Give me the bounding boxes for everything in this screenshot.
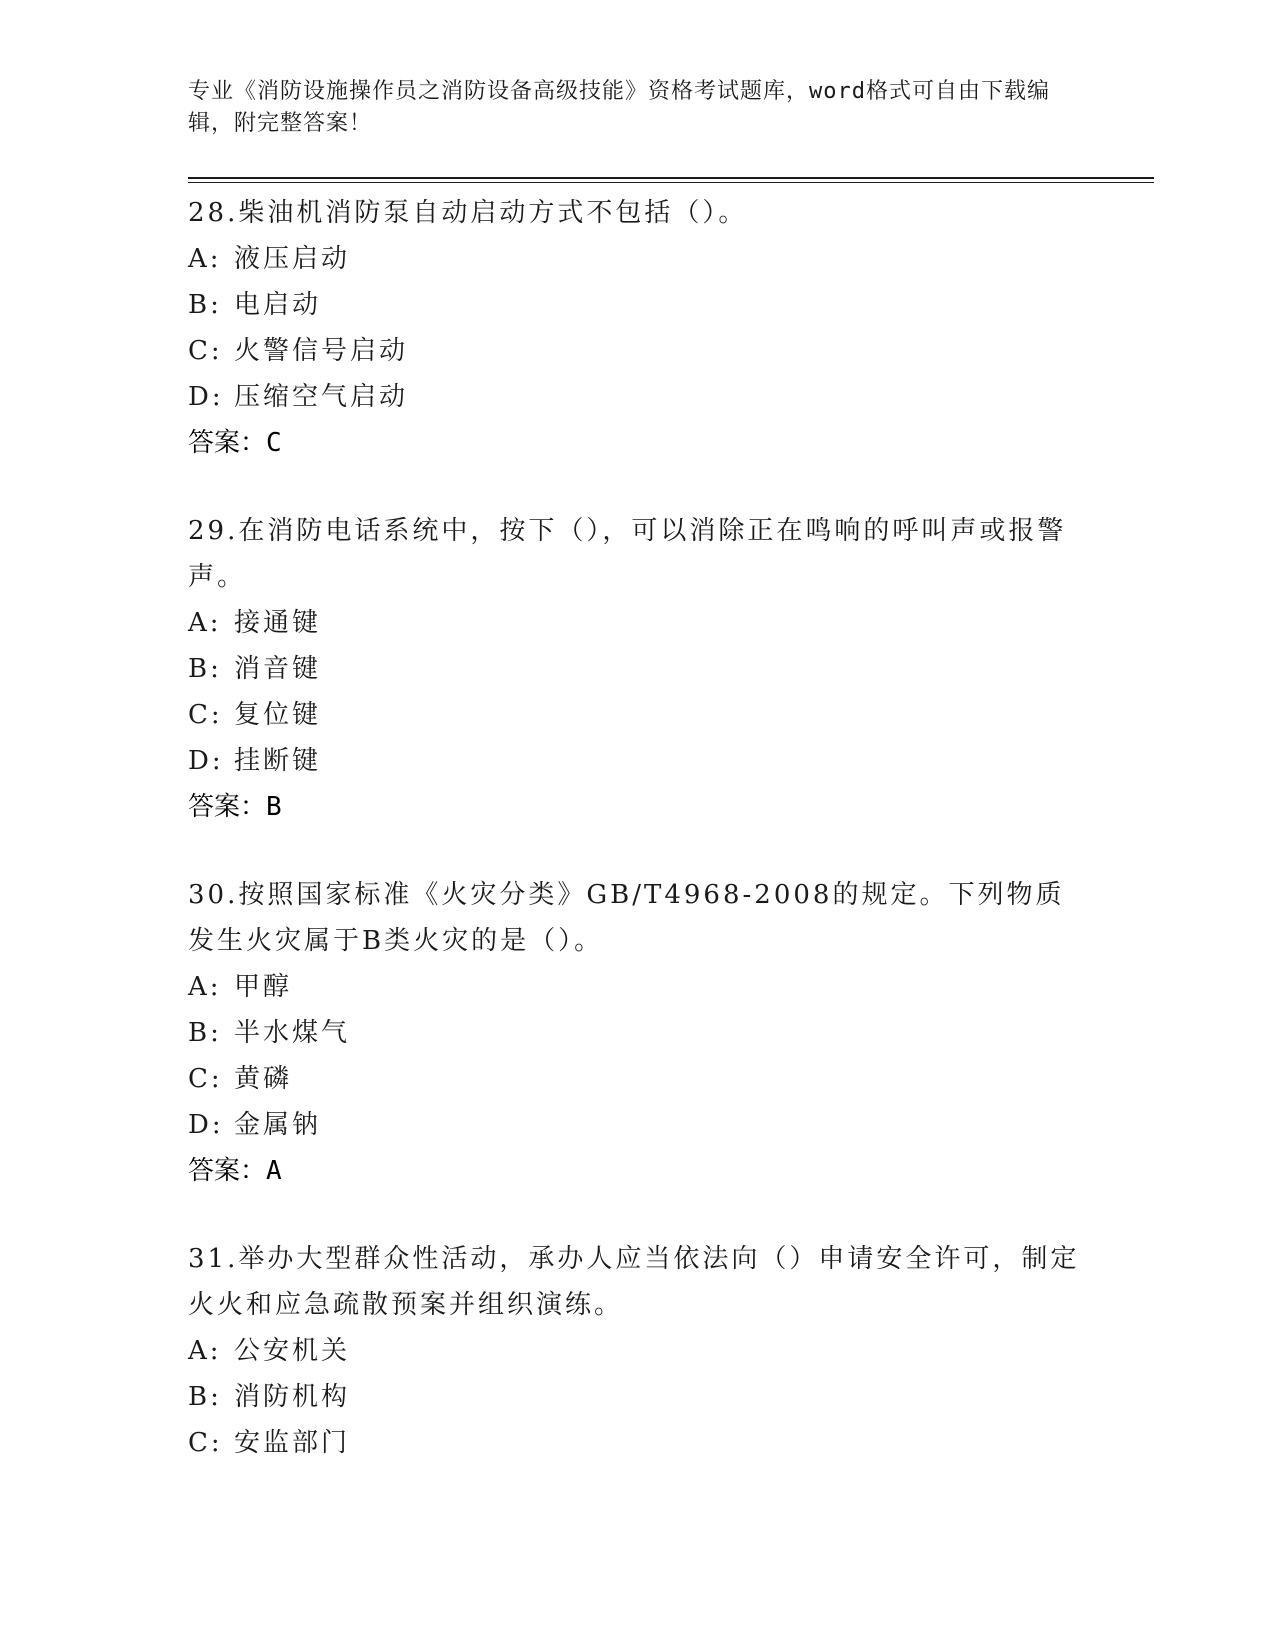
option-letter: B: xyxy=(188,654,222,684)
option-letter: D: xyxy=(188,746,224,776)
option-letter: B: xyxy=(188,1382,222,1412)
answer-line: 答案：B xyxy=(188,792,282,822)
option-text: 甲醇 xyxy=(234,972,293,1002)
header-rule-thin xyxy=(188,182,1154,183)
answer-line: 答案：A xyxy=(188,1156,282,1186)
option-text: 接通键 xyxy=(234,608,322,638)
question-stem: 29.在消防电话系统中，按下（），可以消除正在鸣响的呼叫声或报警声。 xyxy=(188,516,1067,592)
option-a xyxy=(188,1328,1088,1374)
option-letter: D: xyxy=(188,382,224,412)
option-d xyxy=(188,1102,1088,1148)
option-text: 金属钠 xyxy=(234,1110,322,1140)
spacer xyxy=(188,1194,1088,1236)
option-b xyxy=(188,646,1088,692)
option-d xyxy=(188,738,1088,784)
option-letter: C: xyxy=(188,336,223,366)
option-text: 公安机关 xyxy=(234,1336,351,1366)
option-a xyxy=(188,236,1088,282)
question-list xyxy=(188,190,1088,1466)
answer-line: 答案：C xyxy=(188,428,282,458)
option-c xyxy=(188,1056,1088,1102)
spacer xyxy=(188,830,1088,872)
option-c xyxy=(188,1420,1088,1466)
option-letter: A: xyxy=(188,1336,222,1366)
option-text: 消音键 xyxy=(234,654,322,684)
question-stem: 31.举办大型群众性活动，承办人应当依法向（）申请安全许可，制定火火和应急疏散预案并组织演练。 xyxy=(188,1244,1080,1320)
option-text: 电启动 xyxy=(234,290,322,320)
option-letter: C: xyxy=(188,700,223,730)
option-letter: B: xyxy=(188,1018,222,1048)
option-letter: B: xyxy=(188,290,222,320)
question-28 xyxy=(188,190,1088,466)
option-text: 液压启动 xyxy=(234,244,351,274)
option-text: 复位键 xyxy=(234,700,322,730)
option-text: 消防机构 xyxy=(234,1382,351,1412)
option-b xyxy=(188,282,1088,328)
option-a xyxy=(188,600,1088,646)
document-header: 专业《消防设施操作员之消防设备高级技能》资格考试题库，word格式可自由下载编辑，附完整答案！ xyxy=(188,79,1050,136)
option-text: 安监部门 xyxy=(234,1428,351,1458)
header-rule-thick xyxy=(188,177,1154,179)
question-stem: 28.柴油机消防泵自动启动方式不包括（）。 xyxy=(188,198,748,228)
option-text: 挂断键 xyxy=(234,746,322,776)
question-30 xyxy=(188,872,1088,1194)
option-letter: D: xyxy=(188,1110,224,1140)
question-stem: 30.按照国家标准《火灾分类》GB/T4968-2008的规定。下列物质发生火灾属于B类火灾的是（）。 xyxy=(188,880,1065,956)
question-29 xyxy=(188,508,1088,830)
spacer xyxy=(188,466,1088,508)
option-b xyxy=(188,1010,1088,1056)
option-text: 压缩空气启动 xyxy=(234,382,409,412)
option-c xyxy=(188,328,1088,374)
option-a xyxy=(188,964,1088,1010)
question-31 xyxy=(188,1236,1088,1466)
option-text: 黄磷 xyxy=(234,1064,293,1094)
option-letter: A: xyxy=(188,244,222,274)
option-letter: C: xyxy=(188,1428,223,1458)
option-letter: A: xyxy=(188,972,222,1002)
option-c xyxy=(188,692,1088,738)
option-text: 半水煤气 xyxy=(234,1018,351,1048)
option-letter: A: xyxy=(188,608,222,638)
option-letter: C: xyxy=(188,1064,223,1094)
option-d xyxy=(188,374,1088,420)
option-b xyxy=(188,1374,1088,1420)
option-text: 火警信号启动 xyxy=(234,336,409,366)
